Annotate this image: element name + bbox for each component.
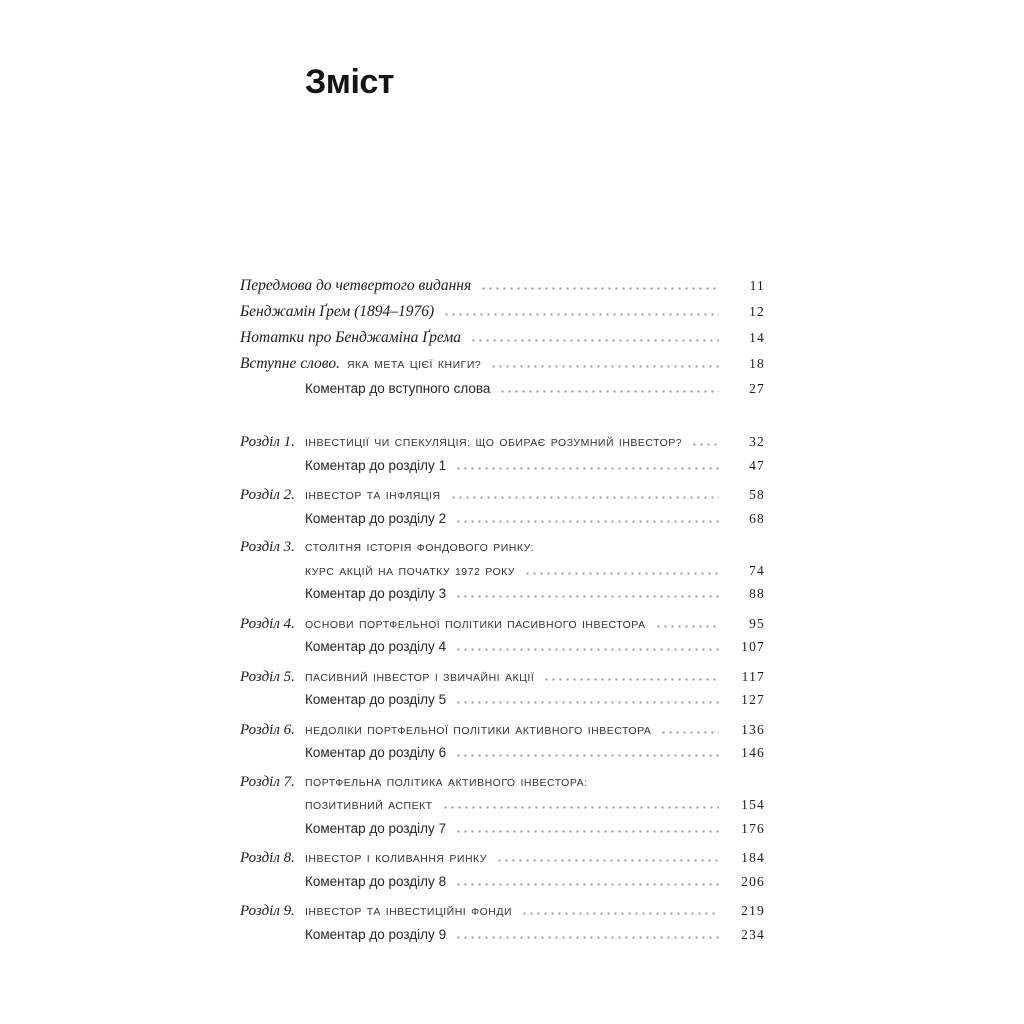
page-number: 11 — [749, 278, 765, 293]
page-number: 27 — [749, 381, 765, 396]
front-matter-section — [240, 273, 765, 399]
page-number: 95 — [749, 615, 765, 631]
chapter-comment: Коментар до розділу 3 — [305, 586, 447, 601]
page-number: 88 — [749, 586, 765, 601]
page-number: 68 — [749, 510, 765, 526]
page-number: 18 — [749, 356, 765, 371]
chapter-comment-row — [240, 455, 765, 477]
entry-title: Бенджамін Ґрем (1894–1976) — [240, 303, 435, 320]
leader-dots — [691, 443, 719, 446]
front-matter-entry — [240, 273, 765, 299]
chapter-label: Розділ 8. — [240, 850, 295, 866]
chapter-entry — [240, 719, 765, 764]
chapter-comment-row — [240, 818, 765, 840]
front-matter-entry — [240, 299, 765, 325]
leader-dots — [490, 365, 719, 368]
leader-dots — [442, 806, 719, 809]
leader-dots — [496, 859, 719, 862]
chapter-title: ІНВЕСТОР ТА ІНВЕСТИЦІЙНІ ФОНДИ — [305, 906, 512, 918]
page-number: 184 — [741, 850, 765, 865]
page-number: 206 — [741, 873, 765, 889]
chapter-title: ІНВЕСТИЦІЇ ЧИ СПЕКУЛЯЦІЯ: ЩО ОБИРАЄ РОЗУМНИЙ ІНВЕСТОР? — [305, 437, 683, 449]
leader-dots — [480, 287, 719, 290]
chapter-comment-row — [240, 508, 765, 530]
entry-title-italic-part: Вступне слово. — [240, 355, 340, 372]
leader-dots — [455, 936, 719, 939]
leader-dots — [443, 313, 719, 316]
chapter-entry — [240, 613, 765, 658]
chapter-label: Розділ 4. — [240, 615, 295, 632]
chapter-title-row — [240, 900, 765, 924]
page-number: 32 — [749, 434, 765, 449]
chapter-comment-row — [240, 924, 765, 946]
chapter-comment-row — [240, 689, 765, 711]
chapter-title-line-2: ПОЗИТИВНИЙ АСПЕКТ — [305, 800, 433, 812]
chapter-comment: Коментар до розділу 9 — [305, 926, 447, 942]
leader-dots — [455, 701, 719, 704]
chapter-title-line-1: СТОЛІТНЯ ІСТОРІЯ ФОНДОВОГО РИНКУ: — [305, 542, 534, 554]
page-number: 47 — [749, 457, 765, 473]
toc-content — [240, 64, 765, 953]
chapter-title-row — [240, 666, 765, 690]
page-number: 154 — [741, 797, 765, 812]
page-number: 12 — [749, 304, 765, 319]
chapter-title: ІНВЕСТОР ТА ІНФЛЯЦІЯ — [305, 490, 441, 502]
entry-title-caps-part: ЯКА МЕТА ЦІЄЇ КНИГИ? — [346, 359, 482, 371]
chapter-comment: Коментар до розділу 6 — [305, 745, 447, 760]
page-number: 234 — [741, 926, 765, 942]
leader-dots — [543, 678, 719, 681]
chapter-entry — [240, 431, 765, 476]
leader-dots — [660, 731, 719, 734]
chapter-label: Розділ 1. — [240, 434, 295, 450]
page-number: 176 — [741, 820, 765, 836]
chapter-title-line-1: ПОРТФЕЛЬНА ПОЛІТИКА АКТИВНОГО ІНВЕСТОРА: — [305, 776, 588, 789]
chapter-entry — [240, 537, 765, 605]
leader-dots — [455, 754, 719, 757]
chapter-label: Розділ 7. — [240, 773, 295, 790]
entry-title: Нотатки про Бенджаміна Ґрема — [240, 329, 462, 346]
chapter-title-row — [240, 613, 765, 637]
leader-dots — [455, 467, 719, 470]
chapter-title: НЕДОЛІКИ ПОРТФЕЛЬНОЇ ПОЛІТИКИ АКТИВНОГО ІНВЕСТОРА — [305, 724, 652, 737]
leader-dots — [655, 625, 719, 628]
page-title: Зміст — [305, 63, 394, 101]
page-number: 58 — [749, 487, 765, 502]
chapter-title-row — [240, 772, 765, 795]
chapter-title-row — [240, 537, 765, 560]
chapter-entry — [240, 666, 765, 711]
leader-dots — [455, 595, 719, 598]
chapter-title: ІНВЕСТОР І КОЛИВАННЯ РИНКУ — [305, 853, 487, 865]
chapter-comment-row — [240, 871, 765, 893]
chapter-comment: Коментар до розділу 5 — [305, 692, 447, 707]
chapter-comment: Коментар до розділу 7 — [305, 820, 447, 836]
leader-dots — [455, 648, 719, 651]
chapter-title-row — [240, 484, 765, 508]
chapter-title-row-2 — [240, 794, 765, 818]
leader-dots — [470, 339, 719, 342]
leader-dots — [455, 830, 719, 833]
page-number: 146 — [741, 745, 765, 760]
chapter-label: Розділ 9. — [240, 903, 295, 919]
front-matter-entry — [240, 325, 765, 351]
chapter-comment: Коментар до розділу 1 — [305, 457, 447, 473]
page-number: 74 — [749, 562, 765, 578]
chapter-entry — [240, 484, 765, 529]
chapters-section — [240, 431, 765, 945]
entry-title: Коментар до вступного слова — [305, 381, 491, 396]
chapter-entry — [240, 900, 765, 945]
page-number: 107 — [741, 639, 765, 654]
chapter-comment-row — [240, 742, 765, 764]
chapter-entry — [240, 772, 765, 840]
chapter-title: ОСНОВИ ПОРТФЕЛЬНОЇ ПОЛІТИКИ ПАСИВНОГО ІНВЕСТОРА — [305, 618, 646, 631]
chapter-title-row-2 — [240, 560, 765, 584]
page-number: 127 — [741, 692, 765, 707]
page-number: 136 — [741, 721, 765, 737]
chapter-entry — [240, 847, 765, 892]
chapter-comment-row — [240, 583, 765, 605]
chapter-comment: Коментар до розділу 4 — [305, 639, 447, 654]
chapter-title-line-2: КУРС АКЦІЙ НА ПОЧАТКУ 1972 РОКУ — [305, 565, 516, 578]
chapter-title-row — [240, 847, 765, 871]
front-matter-comment-entry — [240, 378, 765, 399]
chapter-label: Розділ 2. — [240, 487, 295, 503]
chapter-label: Розділ 3. — [240, 539, 295, 555]
page-number: 219 — [741, 903, 765, 918]
page-number: 117 — [741, 668, 765, 684]
leader-dots — [499, 390, 719, 393]
front-matter-entry — [240, 351, 765, 378]
chapter-title-row — [240, 719, 765, 743]
leader-dots — [455, 520, 719, 523]
chapter-label: Розділ 5. — [240, 668, 295, 685]
chapter-comment: Коментар до розділу 8 — [305, 873, 447, 889]
chapter-title: ПАСИВНИЙ ІНВЕСТОР І ЗВИЧАЙНІ АКЦІЇ — [305, 671, 535, 684]
leader-dots — [455, 883, 719, 886]
chapter-comment-row — [240, 636, 765, 658]
chapter-label: Розділ 6. — [240, 721, 295, 738]
entry-title: Передмова до четвертого видання — [240, 277, 472, 294]
leader-dots — [450, 496, 719, 499]
chapter-comment: Коментар до розділу 2 — [305, 510, 447, 526]
leader-dots — [524, 572, 719, 575]
leader-dots — [521, 912, 719, 915]
chapter-title-row — [240, 431, 765, 455]
page-number: 14 — [749, 330, 765, 345]
